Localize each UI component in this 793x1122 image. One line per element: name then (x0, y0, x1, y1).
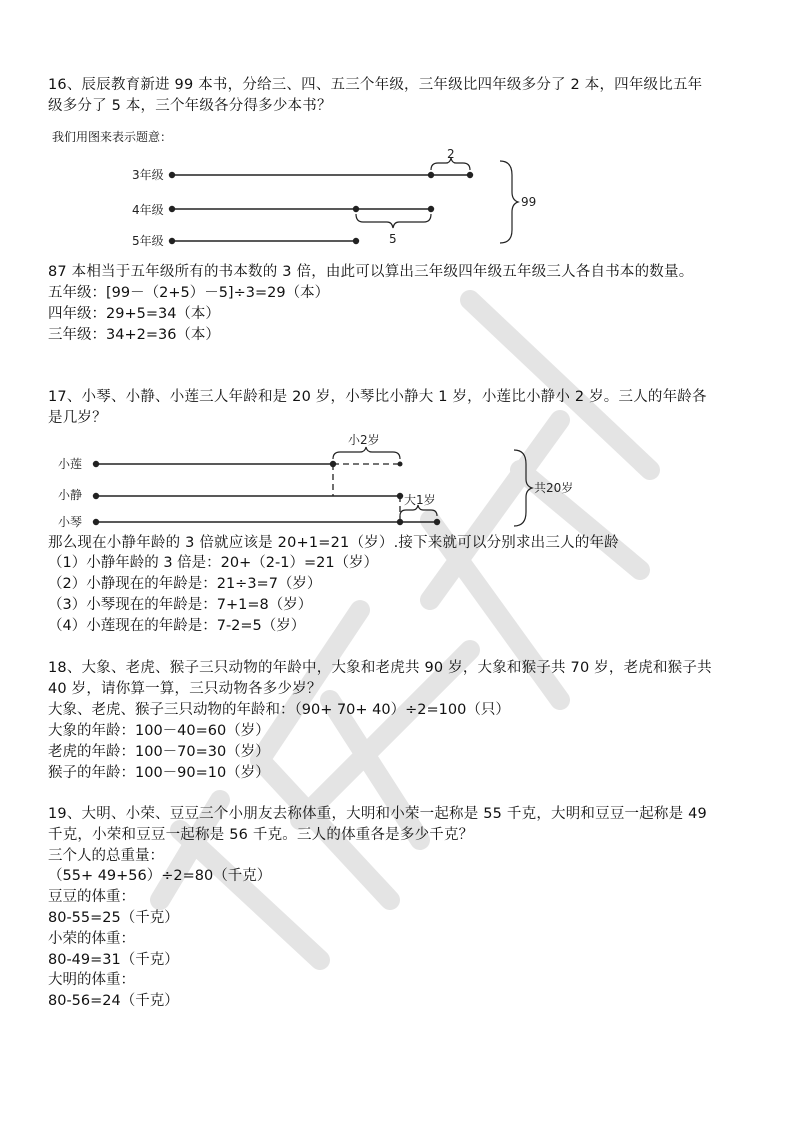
q17-line1: 17、小琴、小静、小莲三人年龄和是 20 岁，小琴比小静大 1 岁，小莲比小静小 2 岁。三人的年龄各 (48, 389, 707, 405)
q16-label-g4: 4年级 (132, 203, 164, 217)
q16-line2: 级多分了 5 本，三个年级各分得多少本书？ (48, 98, 332, 114)
q16-answer-grade3: 三年级：34+2=36（本） (48, 327, 220, 343)
q18-answer-sum: 大象、老虎、猴子三只动物的年龄和：（90+ 70+ 40）÷2=100（只） (48, 702, 510, 718)
q19-total-label: 三个人的总重量： (48, 848, 164, 864)
q19-daming-calc: 80-56=24（千克） (48, 993, 179, 1009)
q19-line1: 19、大明、小荣、豆豆三个小朋友去称体重，大明和小荣一起称是 55 千克，大明和豆豆一起称是 49 (48, 806, 707, 822)
q19-xiaorong-calc: 80-49=31（千克） (48, 952, 179, 968)
q19-line2: 千克，小荣和豆豆一起称是 56 千克。三人的体重各是多少千克？ (48, 827, 474, 843)
q17-step1: （1）小静年龄的 3 倍是：20+（2-1）=21（岁） (48, 555, 379, 571)
q18-line1: 18、大象、老虎、猴子三只动物的年龄中，大象和老虎共 90 岁，大象和猴子共 70 岁，老虎和猴子共 (48, 660, 712, 676)
q16-brace-top-label: 2 (447, 147, 455, 161)
q17-line2: 是几岁？ (48, 410, 107, 426)
q17-step2: （2）小静现在的年龄是：21÷3=7（岁） (48, 576, 322, 592)
q18-answer-tiger: 老虎的年龄：100－70=30（岁） (48, 744, 270, 760)
q17-step3: （3）小琴现在的年龄是：7+1=8（岁） (48, 597, 313, 613)
q18-answer-monkey: 猴子的年龄：100－90=10（岁） (48, 765, 270, 781)
q16-total-label: 99 (521, 195, 537, 209)
q19-doudou-calc: 80-55=25（千克） (48, 910, 179, 926)
q19-total-calc: （55+ 49+56）÷2=80（千克） (48, 868, 272, 884)
q17-label-a: 小莲 (58, 457, 83, 471)
q17-label-c: 小琴 (58, 515, 83, 529)
q17-label-b: 小静 (58, 488, 83, 502)
q17-step4: （4）小莲现在的年龄是：7-2=5（岁） (48, 618, 306, 634)
q16-label-g3: 3年级 (132, 168, 164, 182)
q16-answer-grade5: 五年级：[99－（2+5）－5]÷3=29（本） (48, 285, 330, 301)
q17-total-label: 共20岁 (534, 481, 574, 495)
q19-daming-label: 大明的体重： (48, 972, 135, 988)
q17-brace-top-label: 小2岁 (348, 433, 380, 447)
q16-diagram-caption: 我们用图来表示题意： (52, 130, 173, 144)
q19-xiaorong-label: 小荣的体重： (48, 931, 135, 947)
q19-doudou-label: 豆豆的体重： (48, 889, 135, 905)
q16-line1: 16、辰辰教育新进 99 本书，分给三、四、五三个年级，三年级比四年级多分了 2 本，四年级比五年 (48, 77, 703, 93)
q16-answer-grade4: 四年级：29+5=34（本） (48, 306, 220, 322)
q17-explain: 那么现在小静年龄的 3 倍就应该是 20+1=21（岁）.接下来就可以分别求出三人的年龄 (48, 535, 619, 551)
q17-brace-mid-label: 大1岁 (404, 493, 436, 507)
q16-brace-mid-label: 5 (389, 232, 397, 246)
q18-answer-elephant: 大象的年龄：100－40=60（岁） (48, 723, 270, 739)
q18-line2: 40 岁，请你算一算，三只动物各多少岁？ (48, 681, 322, 697)
q16-label-g5: 5年级 (132, 234, 164, 248)
q16-explain: 87 本相当于五年级所有的书本数的 3 倍，由此可以算出三年级四年级五年级三人各自书本的数量。 (48, 264, 694, 280)
